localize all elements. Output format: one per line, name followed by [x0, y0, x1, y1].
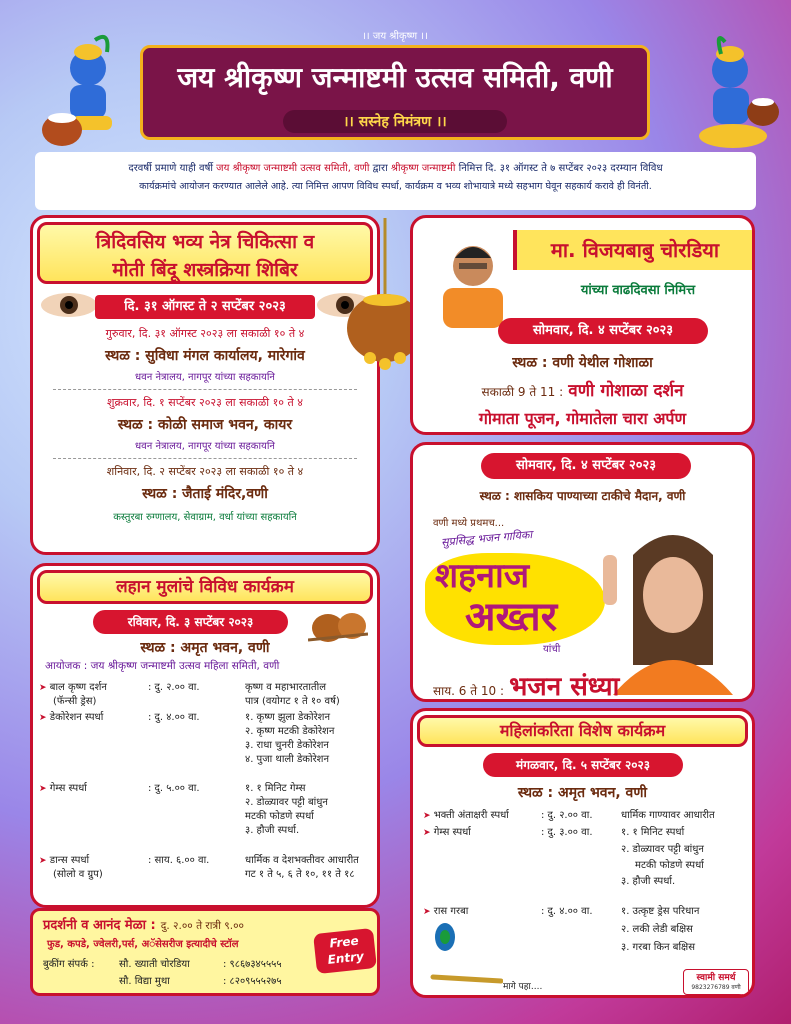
- bhajan-time: साय. 6 ते 10 :: [433, 684, 505, 698]
- kids-item-detail: २. डोळ्यावर पट्टी बांधुन: [245, 797, 328, 808]
- kids-item-detail: १. १ मिनिट गेम्स: [245, 783, 306, 794]
- kids-item-detail: ३. राधा चुनरी डेकोरेशन: [245, 740, 329, 751]
- eye-camp-day1-when: गुरुवार, दि. ३१ ऑगस्ट २०२३ ला सकाळी १० ते ४: [105, 327, 305, 340]
- bhajan-place: स्थळ : शासकिय पाण्याच्या टाकीचे मैदान, वणी: [479, 489, 686, 503]
- women-place: स्थळ : अमृत भवन, वणी: [517, 785, 648, 801]
- bhajan-event: भजन संध्या: [509, 672, 620, 702]
- kids-item-time: : साय. ६.०० वा.: [148, 855, 210, 866]
- bullet-icon: ➤: [423, 811, 431, 821]
- women-item-detail: १. उत्कृष्ट ड्रेस परिधान: [621, 906, 700, 917]
- kids-item-detail: २. कृष्ण मटकी डेकोरेशन: [245, 726, 335, 737]
- bhajan-panel: [410, 442, 755, 702]
- bullet-icon: ➤: [423, 828, 431, 838]
- eye-camp-day3-support: कस्तुरबा रुग्णालय, सेवाग्राम, वर्धा यांच्या सहकायनि: [113, 512, 297, 523]
- next-page-note: मागे पहा....: [503, 982, 543, 992]
- kids-item-name: डेकोरेशन स्पर्धा: [49, 712, 104, 723]
- eye-camp-day2-place: स्थळ : कोळी समाज भवन, कायर: [117, 417, 293, 433]
- bullet-icon: ➤: [423, 907, 431, 917]
- bhajan-date-pill: सोमवार, दि. ४ सप्टेंबर २०२३: [481, 453, 691, 479]
- eye-camp-day1-place: स्थळ : सुविधा मंगल कार्यालय, मारेगांव: [105, 348, 305, 364]
- kids-item-time: : दु. ५.०० वा.: [148, 783, 200, 794]
- fair-title: प्रदर्शनी व आनंद मेळा :: [43, 918, 156, 933]
- fair-contact1-name: सौ. ख्याती चोरडिया: [119, 959, 190, 970]
- kids-item-detail: मटकी फोडणे स्पर्धा: [245, 811, 314, 822]
- bhajan-singer-first: शहनाज: [435, 556, 530, 596]
- kids-item-detail: ४. पुजा थाली डेकोरेशन: [245, 754, 330, 765]
- eye-camp-panel: [30, 215, 380, 555]
- kids-item-detail: गट १ ते ५, ६ ते १०, ११ ते १८: [245, 869, 355, 880]
- birthday-place: स्थळ : वणी येथील गोशाळा: [512, 355, 653, 371]
- women-item-time: : दु. २.०० वा.: [541, 810, 593, 821]
- women-item-name: रास गरबा: [433, 906, 469, 917]
- eye-camp-date-bar: दि. ३१ ऑगस्ट ते २ सप्टेंबर २०२३: [95, 295, 315, 319]
- kids-date-pill: रविवार, दि. ३ सप्टेंबर २०२३: [93, 610, 288, 634]
- krishna-right-illustration: [685, 30, 785, 155]
- fair-time: दु. २.०० ते रात्री ९.००: [160, 920, 244, 932]
- page-title: जय श्रीकृष्ण जन्माष्टमी उत्सव समिती, वणी: [177, 61, 613, 94]
- birthday-time: सकाळी 9 ते 11 :: [481, 385, 564, 399]
- kids-item-name: गेम्स स्पर्धा: [49, 783, 87, 794]
- kids-item-time: : दु. ४.०० वा.: [148, 712, 200, 723]
- kids-place: स्थळ : अमृत भवन, वणी: [140, 640, 270, 656]
- kids-item-detail: कृष्ण व महाभारतातील: [245, 682, 326, 693]
- women-item-name: गेम्स स्पर्धा: [433, 827, 471, 838]
- kids-panel: [30, 563, 380, 908]
- birthday-event2: गोमाता पूजन, गोमातेला चारा अर्पण: [478, 409, 687, 428]
- bhajan-first-time: वणी मध्ये प्रथमच...: [433, 518, 505, 529]
- credit-logo: स्वामी समर्थ 9823276789 वणी: [683, 969, 749, 995]
- eye-camp-day3-place: स्थळ : जैताई मंदिर,वणी: [142, 486, 268, 502]
- eye-camp-day3-when: शनिवार, दि. २ सप्टेंबर २०२३ ला सकाळी १० ते ४: [106, 465, 304, 478]
- bullet-icon: ➤: [39, 856, 47, 866]
- women-item-detail: ३. हौजी स्पर्धा.: [621, 876, 676, 887]
- header-banner: [140, 45, 650, 140]
- bullet-icon: ➤: [39, 683, 47, 693]
- eye-camp-title: त्रिदिवसिय भव्य नेत्र चिकित्सा व मोती बिंदू शस्त्रक्रिया शिबिर: [37, 222, 373, 284]
- kids-item-detail: १. कृष्ण झुला डेकोरेशन: [245, 712, 331, 723]
- kids-item-name: डान्स स्पर्धा: [49, 855, 90, 866]
- bhajan-yanchi: यांची: [543, 644, 561, 655]
- kids-item-detail: पात्र (वयोगट १ ते १० वर्ष): [245, 696, 340, 707]
- women-item-detail: धार्मिक गाण्यावर आधारीत: [621, 810, 715, 821]
- kids-item-detail: धार्मिक व देशभक्तीवर आधारीत: [245, 855, 359, 866]
- fair-contact1-phone: : ९८६७३४५५५५: [223, 959, 282, 970]
- kids-item-detail: ३. हौजी स्पर्धा.: [245, 825, 300, 836]
- krishna-left-illustration: [40, 30, 140, 150]
- women-item-detail: २. डोळ्यावर पट्टी बांधुन: [621, 844, 704, 855]
- women-item-detail: २. लकी लेडी बक्षिस: [621, 924, 693, 935]
- women-item-time: : दु. ३.०० वा.: [541, 827, 593, 838]
- birthday-event1: वणी गोशाळा दर्शन: [568, 381, 684, 401]
- women-item-detail: ३. गरबा किन बक्षिस: [621, 942, 695, 953]
- fair-contact2-name: सौ. विद्या मुथा: [119, 976, 170, 987]
- women-panel: [410, 708, 755, 998]
- eye-camp-day2-when: शुक्रवार, दि. १ सप्टेंबर २०२३ ला सकाळी १० ते ४: [106, 396, 304, 409]
- bullet-icon: ➤: [39, 784, 47, 794]
- invitation-subtitle: ।। सस्नेह निमंत्रण ।।: [283, 110, 507, 133]
- kids-item-subname: (सोलो व ग्रुप): [53, 869, 103, 880]
- women-item-time: : दु. ४.०० वा.: [541, 906, 593, 917]
- top-tag: ।। जय श्रीकृष्ण ।।: [362, 31, 428, 42]
- kids-item-subname: (फॅन्सी ड्रेस): [53, 696, 97, 707]
- bhajan-singer-last: अख्तर: [465, 594, 558, 640]
- bullet-icon: ➤: [39, 713, 47, 723]
- vijaybabu-photo: [433, 228, 513, 328]
- kids-item-name: बाल कृष्ण दर्शन: [49, 682, 107, 693]
- birthday-date-pill: सोमवार, दि. ४ सप्टेंबर २०२३: [498, 318, 708, 344]
- women-date-pill: मंगळवार, दि. ५ सप्टेंबर २०२३: [483, 753, 683, 777]
- eye-camp-day2-support: धवन नेत्रालय, नागपूर यांच्या सहकायनि: [135, 441, 275, 452]
- women-item-name: भक्ती अंताक्षरी स्पर्धा: [433, 810, 509, 821]
- flute-peacock-illustration: [423, 919, 503, 989]
- kids-organizer: आयोजक : जय श्रीकृष्ण जन्माष्टमी उत्सव महिला समिती, वणी: [45, 660, 280, 672]
- fair-panel: [30, 908, 380, 996]
- eyes-left-illustration: [39, 288, 99, 322]
- kids-item-time: : दु. २.०० वा.: [148, 682, 200, 693]
- women-title: महिलांकरिता विशेष कार्यक्रम: [417, 715, 748, 747]
- birthday-panel: [410, 215, 755, 435]
- fair-contact2-phone: : ८२०९५५५२७५: [223, 976, 282, 987]
- eye-camp-day1-support: धवन नेत्रालय, नागपूर यांच्या सहकायनि: [135, 372, 275, 383]
- women-item-detail: मटकी फोडणे स्पर्धा: [635, 860, 704, 871]
- vijaybabu-name: मा. विजयबाबु चोरडिया: [513, 230, 753, 270]
- kids-title: लहान मुलांचे विविध कार्यक्रम: [37, 570, 373, 604]
- fair-booking-label: बुकींग संपर्क :: [43, 959, 95, 970]
- fair-stalls: फुड, कपडे, ज्वेलरी,पर्स, अॅसेसरीज इत्यादीचे स्टॉल: [47, 939, 239, 950]
- birthday-occasion: यांच्या वाढदिवसा निमित्त: [580, 283, 696, 298]
- women-item-detail: १. १ मिनिट स्पर्धा: [621, 827, 685, 838]
- bhajan-singer-tag: सुप्रसिद्ध भजन गायिका: [440, 528, 533, 549]
- intro-text: दरवर्षी प्रमाणे याही वर्षी जय श्रीकृष्ण जन्माष्टमी उत्सव समिती, वणी द्वारा श्रीकृष्ण जन्माष्टमी निमित्त दि. ३१ ऑगस्ट ते ७ सप्टेंबर २०२३ दरम्यान विविध कार्यक्रमांचे आयोजन करण्यात आलेले आहे. त्या निमित्त आपण विविध स्पर्धा, कार्यक्रम व भव्य शोभायात्रे मध्ये सहभाग घेवून सहकार्य करावे ही विनंती.: [35, 152, 756, 210]
- free-entry-badge: Free Entry: [313, 928, 377, 974]
